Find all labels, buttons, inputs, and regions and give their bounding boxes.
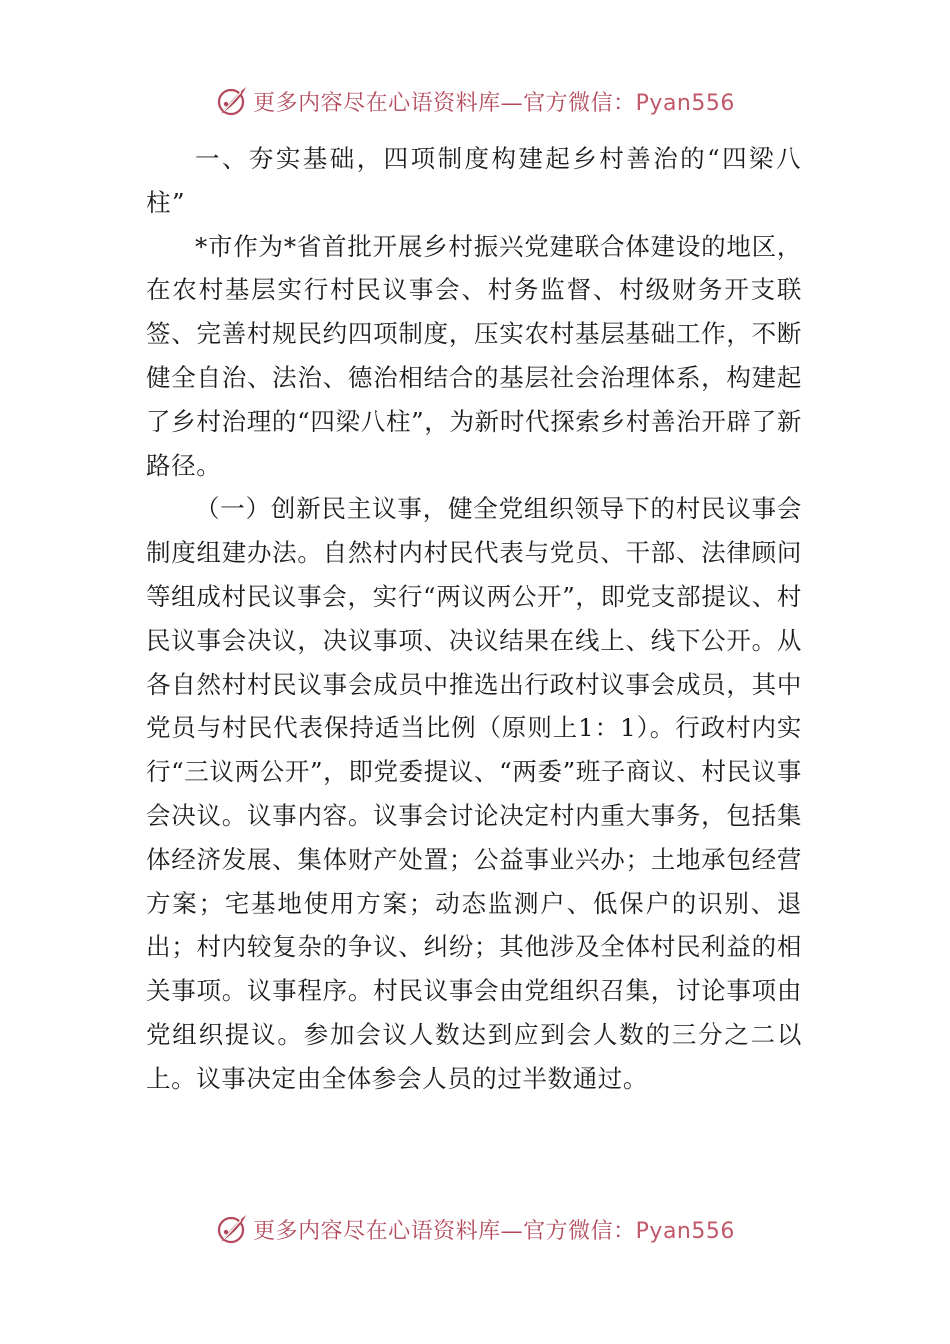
banner-text: 更多内容尽在心语资料库—官方微信：Pyan556 <box>253 1218 735 1244</box>
quill-pen-circle-icon <box>215 1212 249 1246</box>
quill-pen-circle-icon <box>215 84 249 118</box>
paragraph-democratic-deliberation: （一）创新民主议事，健全党组织领导下的村民议事会制度组建办法。自然村内村民代表与党员、干部、法律顾问等组成村民议事会，实行“两议两公开”，即党支部提议、村民议事会决议，决议事项、决议结果在线上、线下公开。从各自然村村民议事会成员中推选出行政村议事会成员，其中党员与村民代表保持适当比例（原则上1：1）。行政村内实行“三议两公开”，即党委提议、“两委”班子商议、村民议事会决议。议事内容。议事会讨论决定村内重大事务，包括集体经济发展、集体财产处置；公益事业兴办；土地承包经营方案；宅基地使用方案；动态监测户、低保户的识别、退出；村内较复杂的争议、纠纷；其他涉及全体村民利益的相关事项。议事程序。村民议事会由党组织召集，讨论事项由党组织提议。参加会议人数达到应到会人数的三分之二以上。议事决定由全体参会人员的过半数通过。 <box>146 494 802 1093</box>
banner-text: 更多内容尽在心语资料库—官方微信：Pyan556 <box>253 90 735 116</box>
paragraph-intro: *市作为*省首批开展乡村振兴党建联合体建设的地区，在农村基层实行村民议事会、村务监督、村级财务开支联签、完善村规民约四项制度，压实农村基层基础工作，不断健全自治、法治、德治相结合的基层社会治理体系，构建起了乡村治理的“四梁八柱”，为新时代探索乡村善治开辟了新路径。 <box>146 231 802 480</box>
document-body <box>146 137 802 1101</box>
footer-banner <box>0 1207 950 1251</box>
wechat-handle: Pyan556 <box>635 1218 735 1244</box>
wechat-handle: Pyan556 <box>635 90 735 116</box>
header-banner <box>0 79 950 123</box>
section-heading: 一、夯实基础，四项制度构建起乡村善治的“四梁八柱” <box>146 144 802 217</box>
